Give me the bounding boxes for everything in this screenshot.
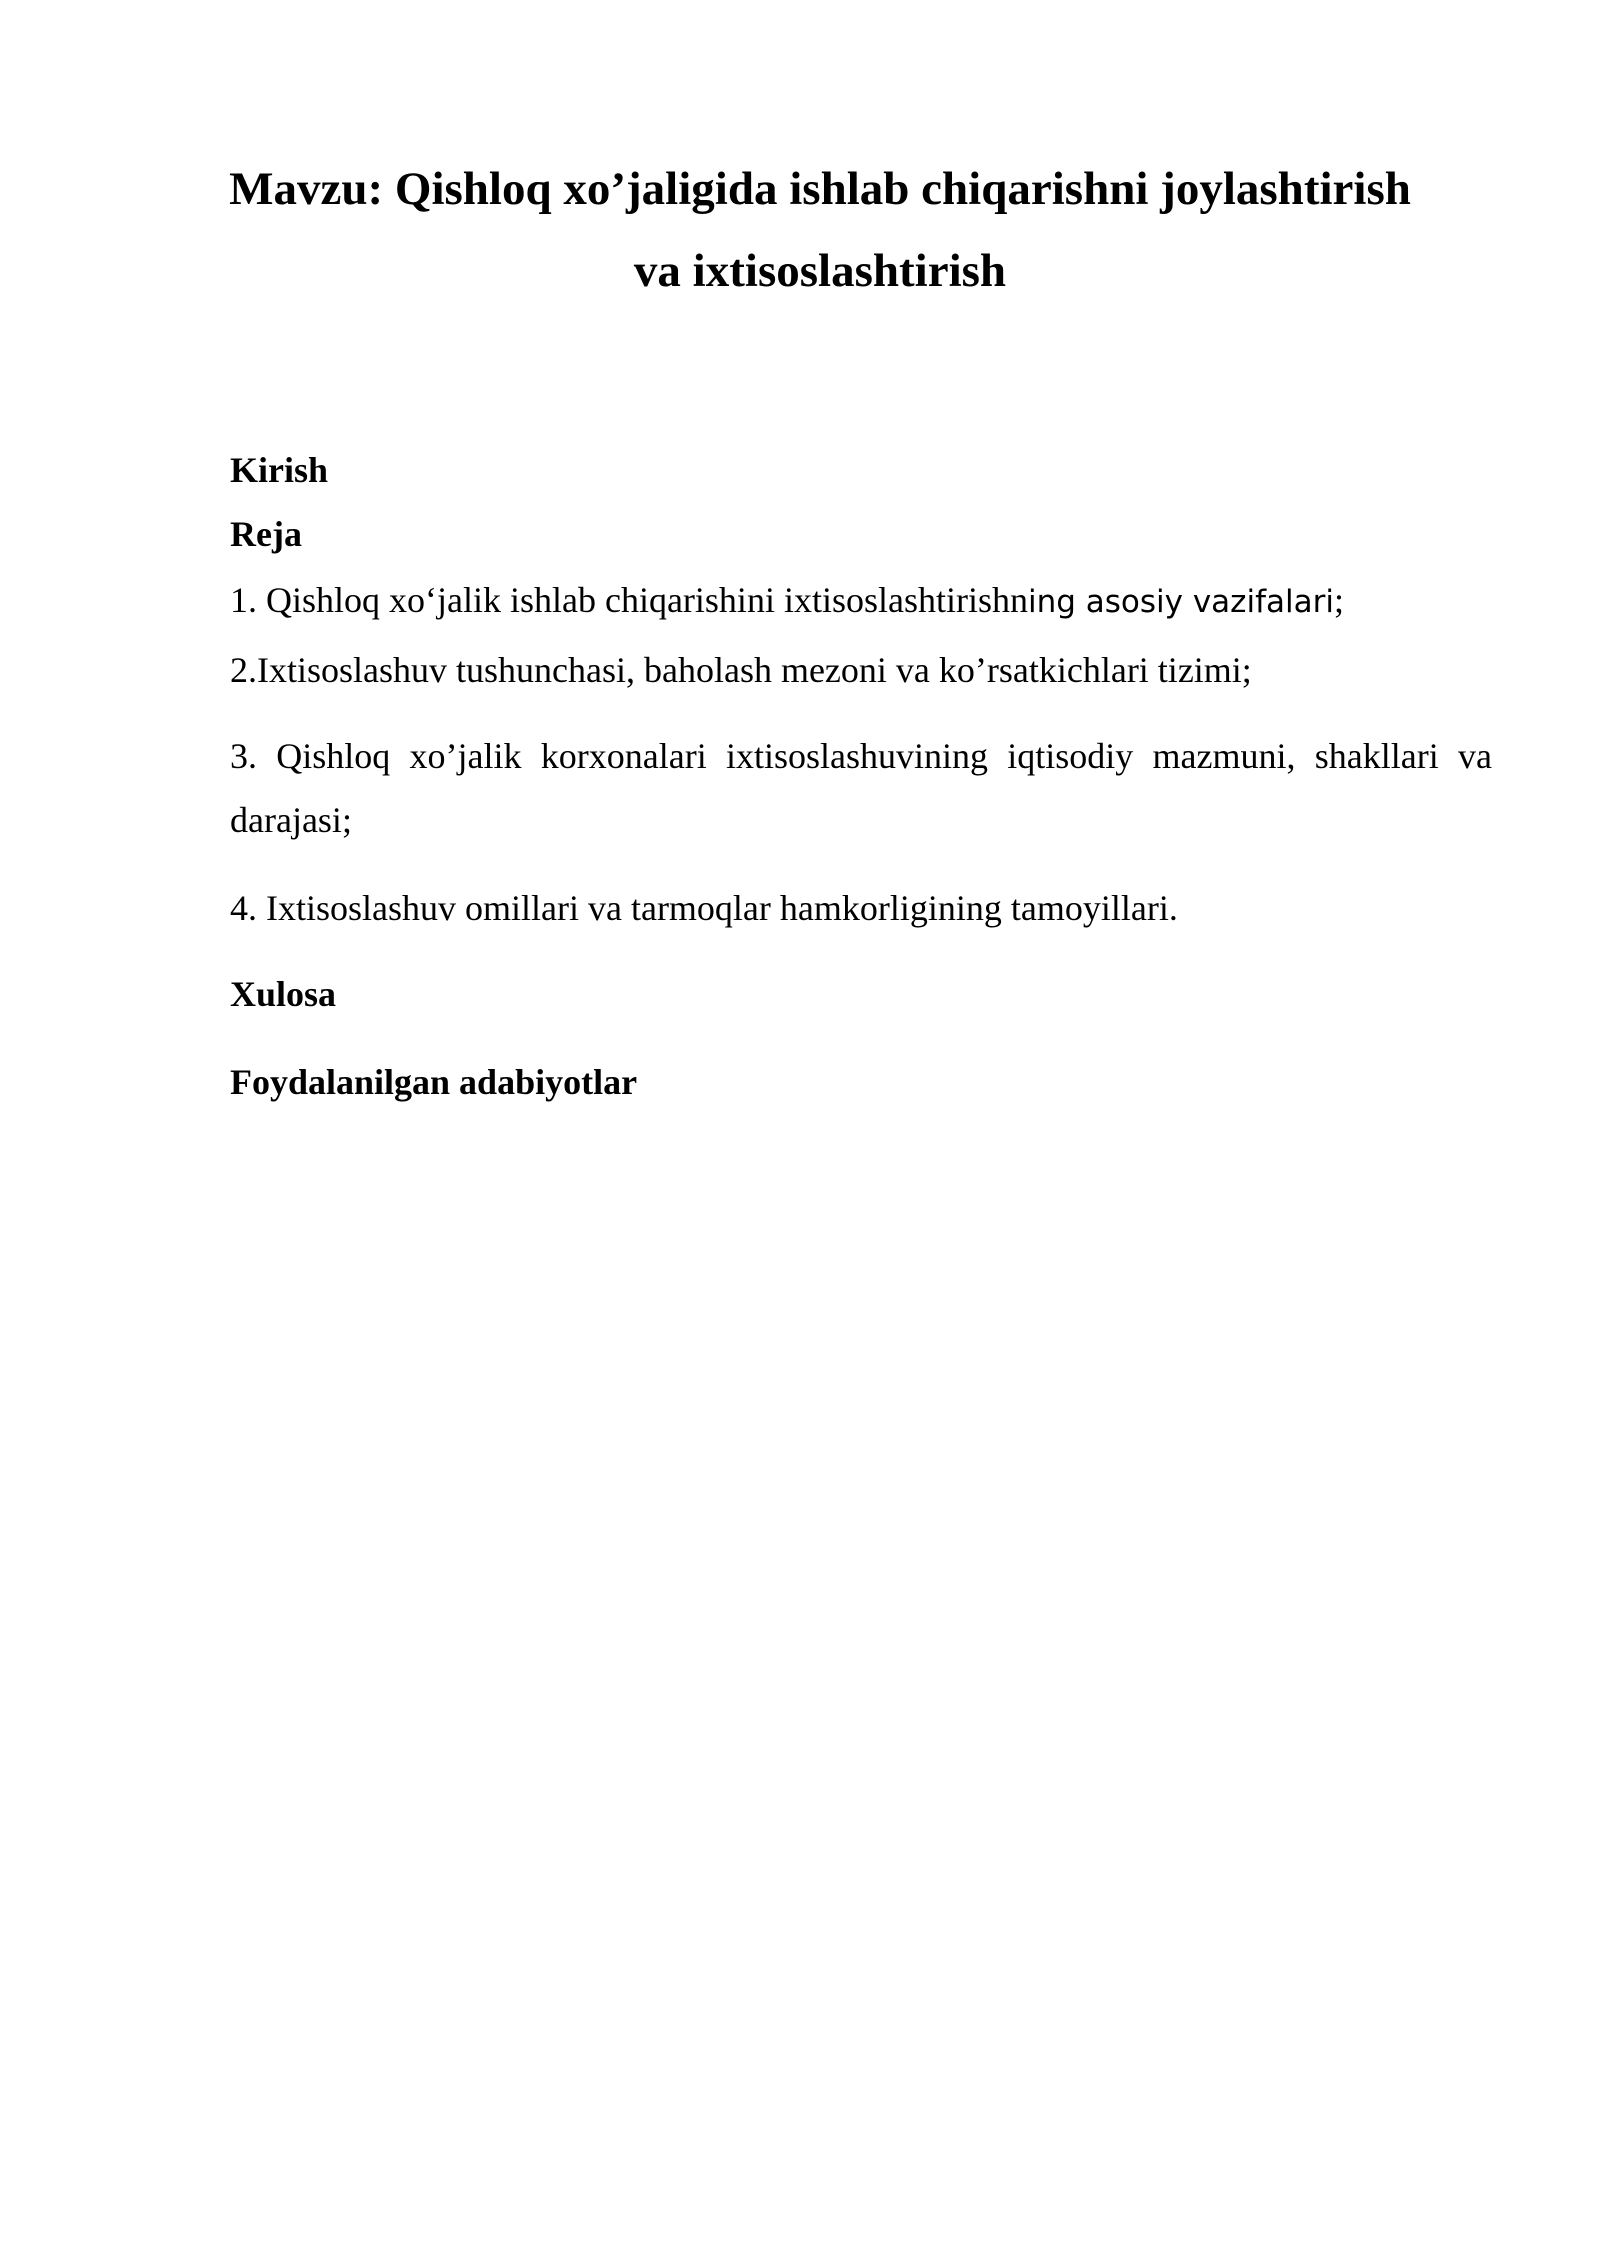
conclusion-heading: Xulosa [230,974,337,1014]
plan-item-3: 3. Qishloq xo’jalik korxonalari ixtisoslashuvining iqtisodiy mazmuni, shakllari va darajasi; [230,736,1492,840]
plan-item-1 [230,578,1344,624]
document-title [160,148,1480,312]
title-line-1: Mavzu: Qishloq xo’jaligida ishlab chiqarishni joylashtirish [229,163,1411,215]
plan-item-4: 4. Ixtisoslashuv omillari va tarmoqlar hamkorligining tamoyillari. [230,888,1178,928]
plan-item-1-sans: ing asosiy vazifalari [1027,584,1334,620]
plan-heading: Reja [230,514,302,554]
title-line-2: va ixtisoslashtirish [633,245,1007,297]
references-heading: Foydalanilgan adabiyotlar [230,1062,638,1102]
plan-item-1-end: ; [1333,580,1344,620]
plan-item-2: 2.Ixtisoslashuv tushunchasi, baholash mezoni va ko’rsatkichlari tizimi; [230,650,1252,690]
plan-item-1-serif: 1. Qishloq xo‘jalik ishlab chiqarishini ixtisoslashtirishn [230,580,1028,620]
intro-heading: Kirish [230,450,329,490]
